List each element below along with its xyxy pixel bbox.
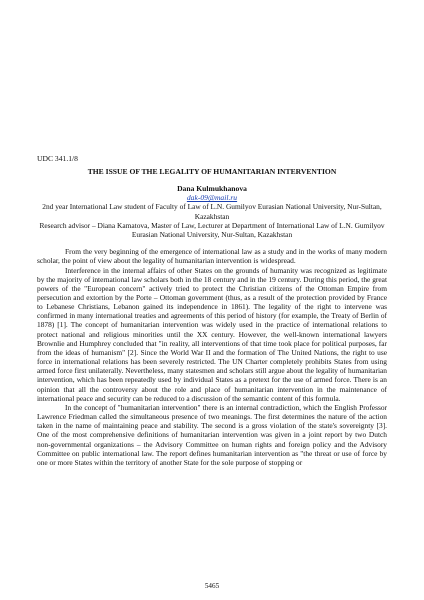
article-body <box>37 247 387 467</box>
udc-code: UDC 341.1/8 <box>37 154 78 163</box>
research-advisor: Research advisor – Diana Kamatova, Master of Law, Lecturer at Department of International Law of L.N. Gumilyov Eurasian National University, Nur-Sultan, Kazakhstan <box>39 220 385 240</box>
author-name: Dana Kulmukhanova <box>177 184 247 193</box>
author-email-link[interactable]: dak-09@mail.ru <box>186 193 238 203</box>
paragraph-1: From the very beginning of the emergence of international law as a study and in the works of many modern scholar, the point of view about the legality of humanitarian intervention is widespread. <box>37 247 387 266</box>
page-number: 5465 <box>204 582 220 590</box>
author-affiliation: 2nd year International Law student of Faculty of Law of L.N. Gumilyov Eurasian National University, Nur-Sultan, Kazakhstan <box>42 202 382 221</box>
author-block <box>37 184 387 202</box>
paragraph-3: In the concept of "humanitarian intervention" there is an internal contradiction, which the English Professor Lawrence Friedman called the simultaneous presence of two meanings. The first determines the nature of the action taken in the name of maintaining peace and stability. The second is a gross violation of the state's sovereignty [3]. One of the most comprehensive definitions of humanitarian intervention was given in a joint report by two Dutch non-governmental organizations – the Advisory Committee on human rights and foreign policy and the Advisory Committee on public international law. The report defines humanitarian intervention as "the threat or use of force by one or more States within the territory of another State for the sole purpose of stopping or <box>37 402 387 467</box>
article-title: THE ISSUE OF THE LEGALITY OF HUMANITARIAN INTERVENTION <box>87 167 337 176</box>
paragraph-2: Interference in the internal affairs of other States on the grounds of humanity was recognized as legitimate by the majority of international law scholars both in the 18 century and in the 19 century. During this period, the great powers of the "European concern" actively tried to protect the Christian citizens of the Ottoman Empire from persecution and extortion by the Porte – Ottoman government (thus, as a result of the protection provided by France to Lebanese Christians, Lebanon gained its independence in 1861). The legality of the right to intervene was confirmed in many international treaties and agreements of this period of history (for example, the Treaty of Berlin of 1878) [1]. The concept of humanitarian intervention was widely used in the practice of international relations to protect national and religious minorities until the XX century. However, the well-known international lawyers Brownlie and Humphrey concluded that "in reality, all interventions of that time took place for political purposes, far from the ideas of humanism" [2]. Since the World War II and the formation of The United Nations, the right to use force in international relations has been severely restricted. The UN Charter completely prohibits States from using armed force first unilaterally. Nevertheless, many statesmen and scholars still argue about the legality of humanitarian intervention, which has been repeatedly used by individual States as a pretext for the use of armed force. There is an opinion that all the controversy about the role and place of humanitarian intervention in the maintenance of international peace and security can be reduced to a discussion of the semantic content of this formula. <box>37 265 387 403</box>
